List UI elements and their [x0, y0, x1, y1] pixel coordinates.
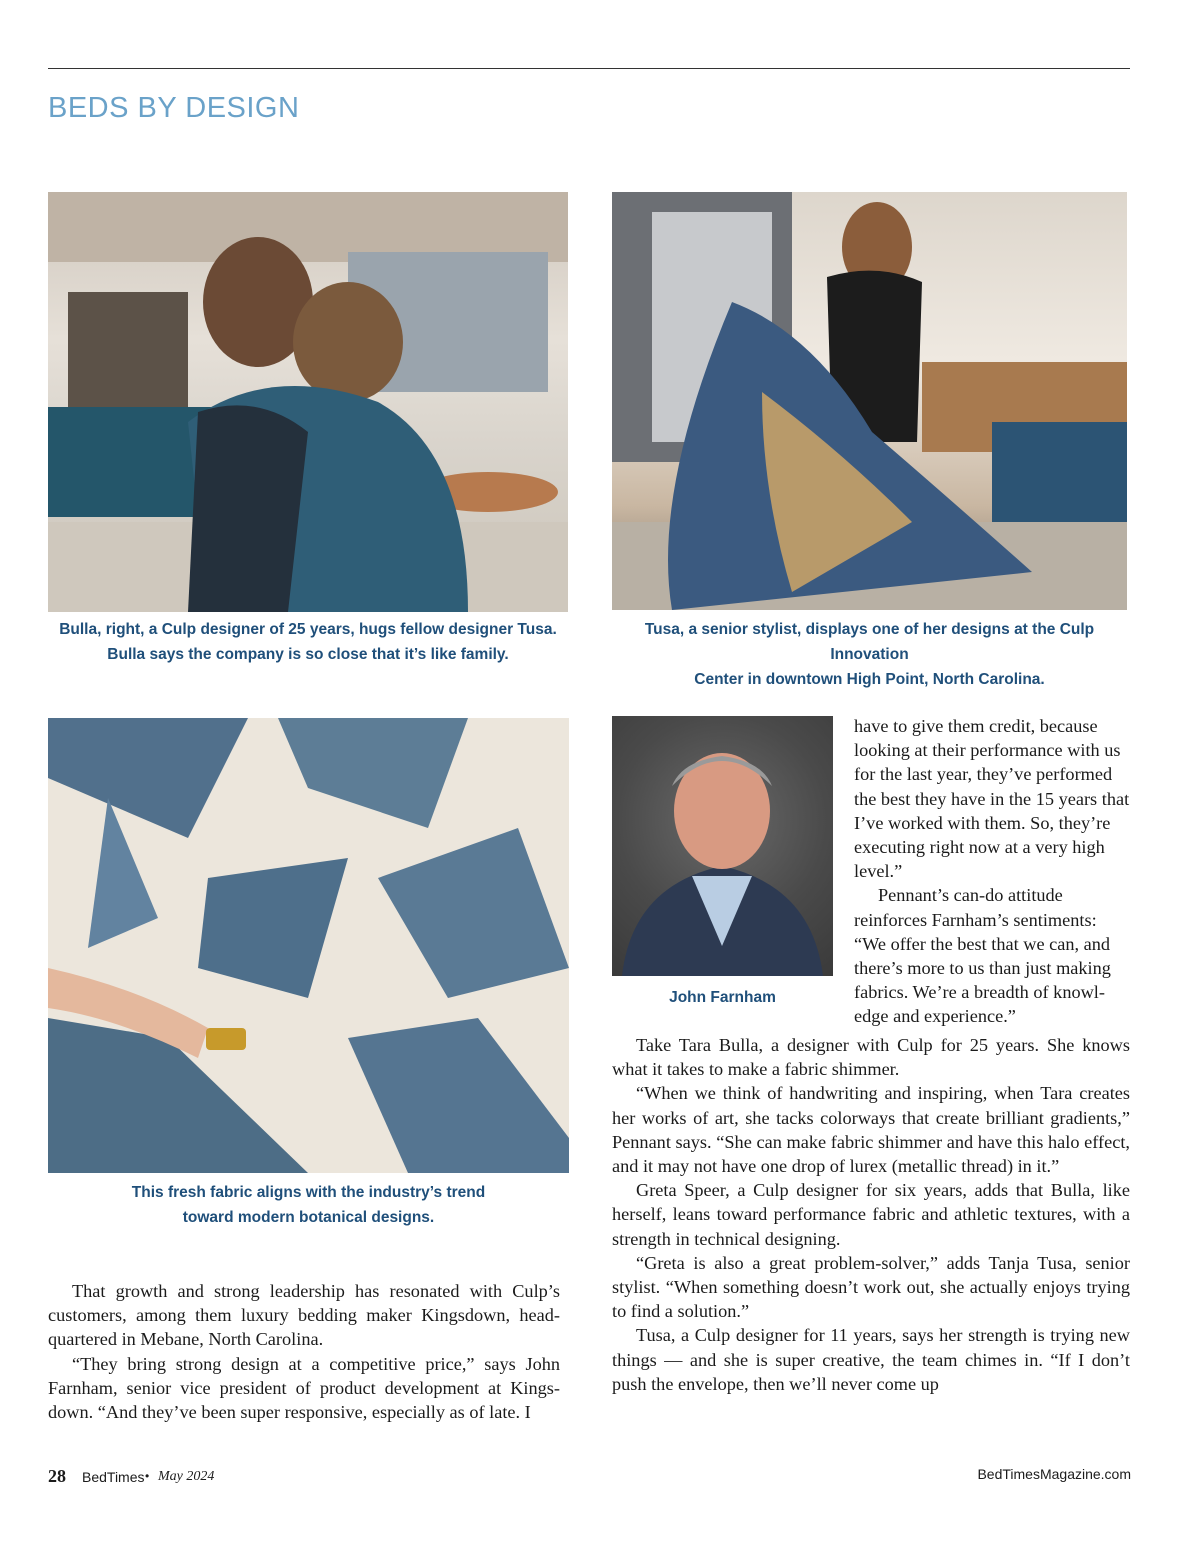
caption-line: Tusa, a senior stylist, displays one of her designs at the Culp Innovation: [644, 621, 1095, 663]
caption-line: This fresh fabric aligns with the industry’s trend: [131, 1184, 486, 1201]
publication-name: BedTimes: [82, 1469, 145, 1485]
photo-fabric-caption: [48, 1180, 569, 1230]
photo-stylist-caption: [612, 617, 1127, 692]
photo-fabric: [48, 718, 569, 1173]
right-narrow-column: [854, 714, 1130, 1029]
footer-separator: •: [145, 1469, 150, 1483]
right-column: [612, 1033, 1130, 1396]
photo-fabric-illustration: [48, 718, 569, 1173]
website-link[interactable]: BedTimesMagazine.com: [977, 1466, 1131, 1482]
paragraph: “They bring strong design at a competitive price,” says John Farnham, senior vice president of product development at Kingsdown. “And they’ve been super responsive, especially as of late. I: [48, 1353, 560, 1423]
page-number: 28: [48, 1466, 66, 1486]
caption-line: Bulla says the company is so close that it’s like family.: [107, 646, 509, 663]
photo-portrait-caption: John Farnham: [669, 989, 776, 1006]
photo-stylist: [612, 192, 1127, 610]
paragraph: Take Tara Bulla, a designer with Culp for 25 years. She knows what it takes to make a fabric shimmer.: [612, 1035, 1130, 1080]
photo-hug-caption: [48, 617, 568, 667]
photo-portrait: [612, 716, 833, 976]
photo-hug-illustration: [48, 192, 568, 612]
paragraph: Pennant’s can-do attitude reinforces Farnham’s sentiments: “We offer the best that we can, and there’s more to us than just making fabrics. We’re a breadth of knowledge and experience.”: [854, 885, 1111, 1027]
paragraph: That growth and strong leadership has resonated with Culp’s customers, among them luxury bedding maker Kingsdown, headquartered in Mebane, North Carolina.: [48, 1281, 560, 1350]
caption-line: Bulla, right, a Culp designer of 25 years, hugs fellow designer Tusa.: [59, 621, 557, 638]
portrait-illustration: [612, 716, 833, 976]
header-rule: [48, 68, 1130, 69]
photo-hug: [48, 192, 568, 612]
paragraph: Greta Speer, a Culp designer for six years, adds that Bulla, like herself, leans toward performance fabric and athletic textures, with a strength in technical designing.: [612, 1180, 1130, 1249]
paragraph: “When we think of handwriting and inspiring, when Tara creates her works of art, she tacks colorways that create brilliant gradients,” Pennant says. “She can make fabric shimmer and have this halo effect, and it may not have one drop of lurex (metallic thread) in it.”: [612, 1083, 1130, 1177]
caption-line: Center in downtown High Point, North Carolina.: [694, 671, 1045, 688]
paragraph: have to give them credit, because looking at their performance with us for the last year, they’ve performed the best they have in the 15 years that I’ve worked with them. So, they’re executing right now at a very high level.”: [854, 716, 1130, 882]
issue-date: May 2024: [158, 1469, 215, 1484]
photo-stylist-illustration: [612, 192, 1127, 610]
caption-line: toward modern botanical designs.: [182, 1209, 435, 1226]
paragraph: Tusa, a Culp designer for 11 years, says her strength is trying new things — and she is super creative, the team chimes in. “If I don’t push the envelope, then we’ll never come up: [612, 1325, 1130, 1394]
section-title: BEDS BY DESIGN: [48, 92, 300, 124]
paragraph: “Greta is also a great problem-solver,” adds Tanja Tusa, senior stylist. “When something doesn’t work out, she actually enjoys trying to find a solution.”: [612, 1252, 1130, 1322]
left-column: [48, 1279, 560, 1424]
